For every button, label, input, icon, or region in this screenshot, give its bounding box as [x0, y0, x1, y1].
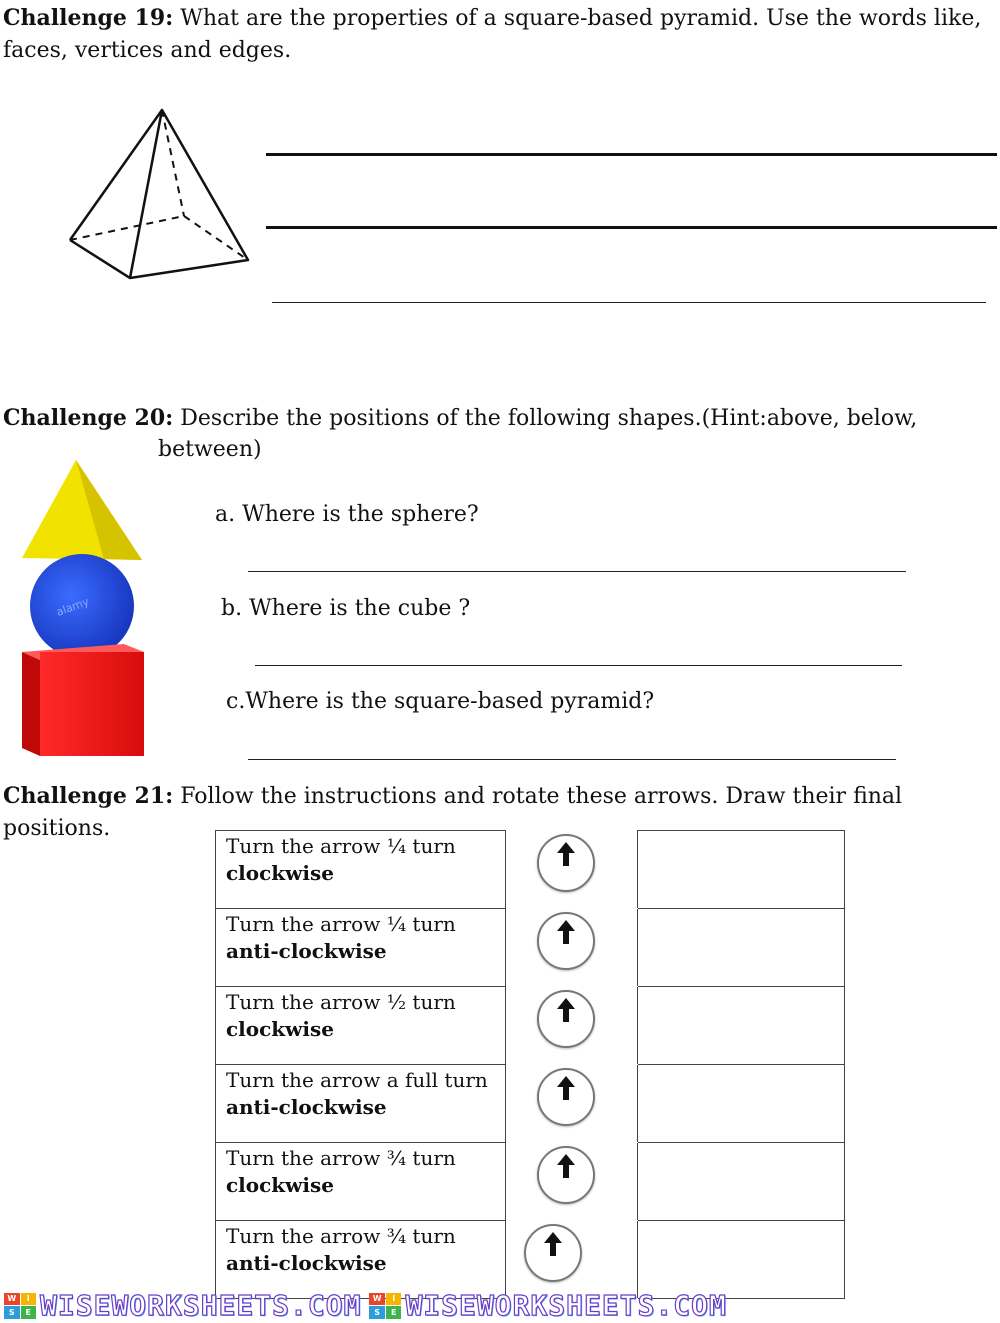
arrow-cell — [506, 831, 638, 909]
challenge-21-text: Follow the instructions and rotate these arrows. Draw their final positions. — [3, 784, 903, 841]
answer-cell[interactable] — [638, 1221, 845, 1299]
brand-icon-letter: E — [386, 1306, 402, 1319]
arrow-cell — [506, 987, 638, 1065]
arrow-dial — [537, 1068, 595, 1126]
answer-cell[interactable] — [638, 1065, 845, 1143]
answer-line-20-c[interactable] — [248, 759, 896, 760]
brand-icon-letter: W — [369, 1293, 385, 1306]
up-arrow-icon — [553, 840, 579, 868]
instruction-line: Turn the arrow ¾ turn — [226, 1224, 456, 1248]
answer-line-20-b[interactable] — [255, 665, 902, 666]
brand-text: WISEWORKSHEETS.COM — [405, 1289, 727, 1322]
stacked-shapes-image — [18, 456, 148, 760]
table-row — [216, 1143, 845, 1221]
answer-line-20-a[interactable] — [248, 571, 906, 572]
instruction-cell — [216, 831, 506, 909]
brand-icon — [4, 1293, 36, 1319]
arrow-dial — [537, 990, 595, 1048]
brand-icon-letter: S — [4, 1306, 20, 1319]
brand-icon-letter: I — [386, 1293, 402, 1306]
up-arrow-icon — [553, 1152, 579, 1180]
instruction-direction: clockwise — [226, 1017, 334, 1041]
answer-line-19-3[interactable] — [272, 302, 986, 303]
instruction-cell — [216, 909, 506, 987]
instruction-direction: anti-clockwise — [226, 939, 387, 963]
brand-icon-letter: W — [4, 1293, 20, 1306]
footer-banner — [0, 1288, 1000, 1323]
challenge-20-heading — [3, 402, 993, 435]
instruction-line: Turn the arrow ¼ turn — [226, 912, 456, 936]
brand-text: WISEWORKSHEETS.COM — [40, 1289, 362, 1322]
answer-cell[interactable] — [638, 909, 845, 987]
answer-cell[interactable] — [638, 831, 845, 909]
instruction-line: Turn the arrow ½ turn — [226, 990, 456, 1014]
question-a: a. Where is the sphere? — [215, 502, 479, 527]
table-row — [216, 987, 845, 1065]
instruction-line: Turn the arrow ¼ turn — [226, 834, 456, 858]
question-b: b. Where is the cube ? — [221, 596, 471, 621]
answer-cell[interactable] — [638, 987, 845, 1065]
rotation-table — [215, 830, 845, 1299]
arrow-dial — [537, 834, 595, 892]
challenge-21-label: Challenge 21: — [3, 783, 174, 809]
arrow-dial — [537, 1146, 595, 1204]
instruction-cell — [216, 987, 506, 1065]
instruction-line: Turn the arrow a full turn — [226, 1068, 488, 1092]
arrow-cell — [506, 1143, 638, 1221]
arrow-cell — [506, 1221, 638, 1299]
instruction-direction: clockwise — [226, 861, 334, 885]
instruction-direction: clockwise — [226, 1173, 334, 1197]
instruction-cell — [216, 1065, 506, 1143]
challenge-19-text-1: What are the properties of a square-based pyramid. Use the words like, — [173, 6, 982, 31]
instruction-cell — [216, 1221, 506, 1299]
challenge-20-text-1: Describe the positions of the following shapes.(Hint:above, below, — [173, 406, 918, 431]
brand-logo — [369, 1289, 726, 1322]
arrow-dial — [537, 912, 595, 970]
challenge-19-label: Challenge 19: — [3, 5, 174, 31]
answer-line-19-2[interactable] — [266, 226, 997, 229]
challenge-19-text-2: faces, vertices and edges. — [3, 38, 292, 63]
square-pyramid-drawing — [66, 106, 254, 282]
question-c: c.Where is the square-based pyramid? — [226, 689, 655, 714]
challenge-19-heading — [3, 2, 993, 67]
brand-logo — [4, 1289, 361, 1322]
instruction-direction: anti-clockwise — [226, 1095, 387, 1119]
challenge-20-text-2: between) — [158, 437, 262, 462]
up-arrow-icon — [540, 1230, 566, 1258]
challenge-20-label: Challenge 20: — [3, 405, 174, 431]
brand-icon-letter: S — [369, 1306, 385, 1319]
brand-icon — [369, 1293, 401, 1319]
up-arrow-icon — [553, 1074, 579, 1102]
watermark-text: alamy — [54, 595, 91, 619]
answer-line-19-1[interactable] — [266, 153, 997, 156]
instruction-direction: anti-clockwise — [226, 1251, 387, 1275]
table-row — [216, 831, 845, 909]
brand-icon-letter: I — [21, 1293, 37, 1306]
up-arrow-icon — [553, 918, 579, 946]
arrow-dial — [524, 1224, 582, 1282]
instruction-line: Turn the arrow ¾ turn — [226, 1146, 456, 1170]
instruction-cell — [216, 1143, 506, 1221]
answer-cell[interactable] — [638, 1143, 845, 1221]
table-row — [216, 1065, 845, 1143]
up-arrow-icon — [553, 996, 579, 1024]
table-row — [216, 909, 845, 987]
brand-icon-letter: E — [21, 1306, 37, 1319]
table-row — [216, 1221, 845, 1299]
arrow-cell — [506, 909, 638, 987]
arrow-cell — [506, 1065, 638, 1143]
